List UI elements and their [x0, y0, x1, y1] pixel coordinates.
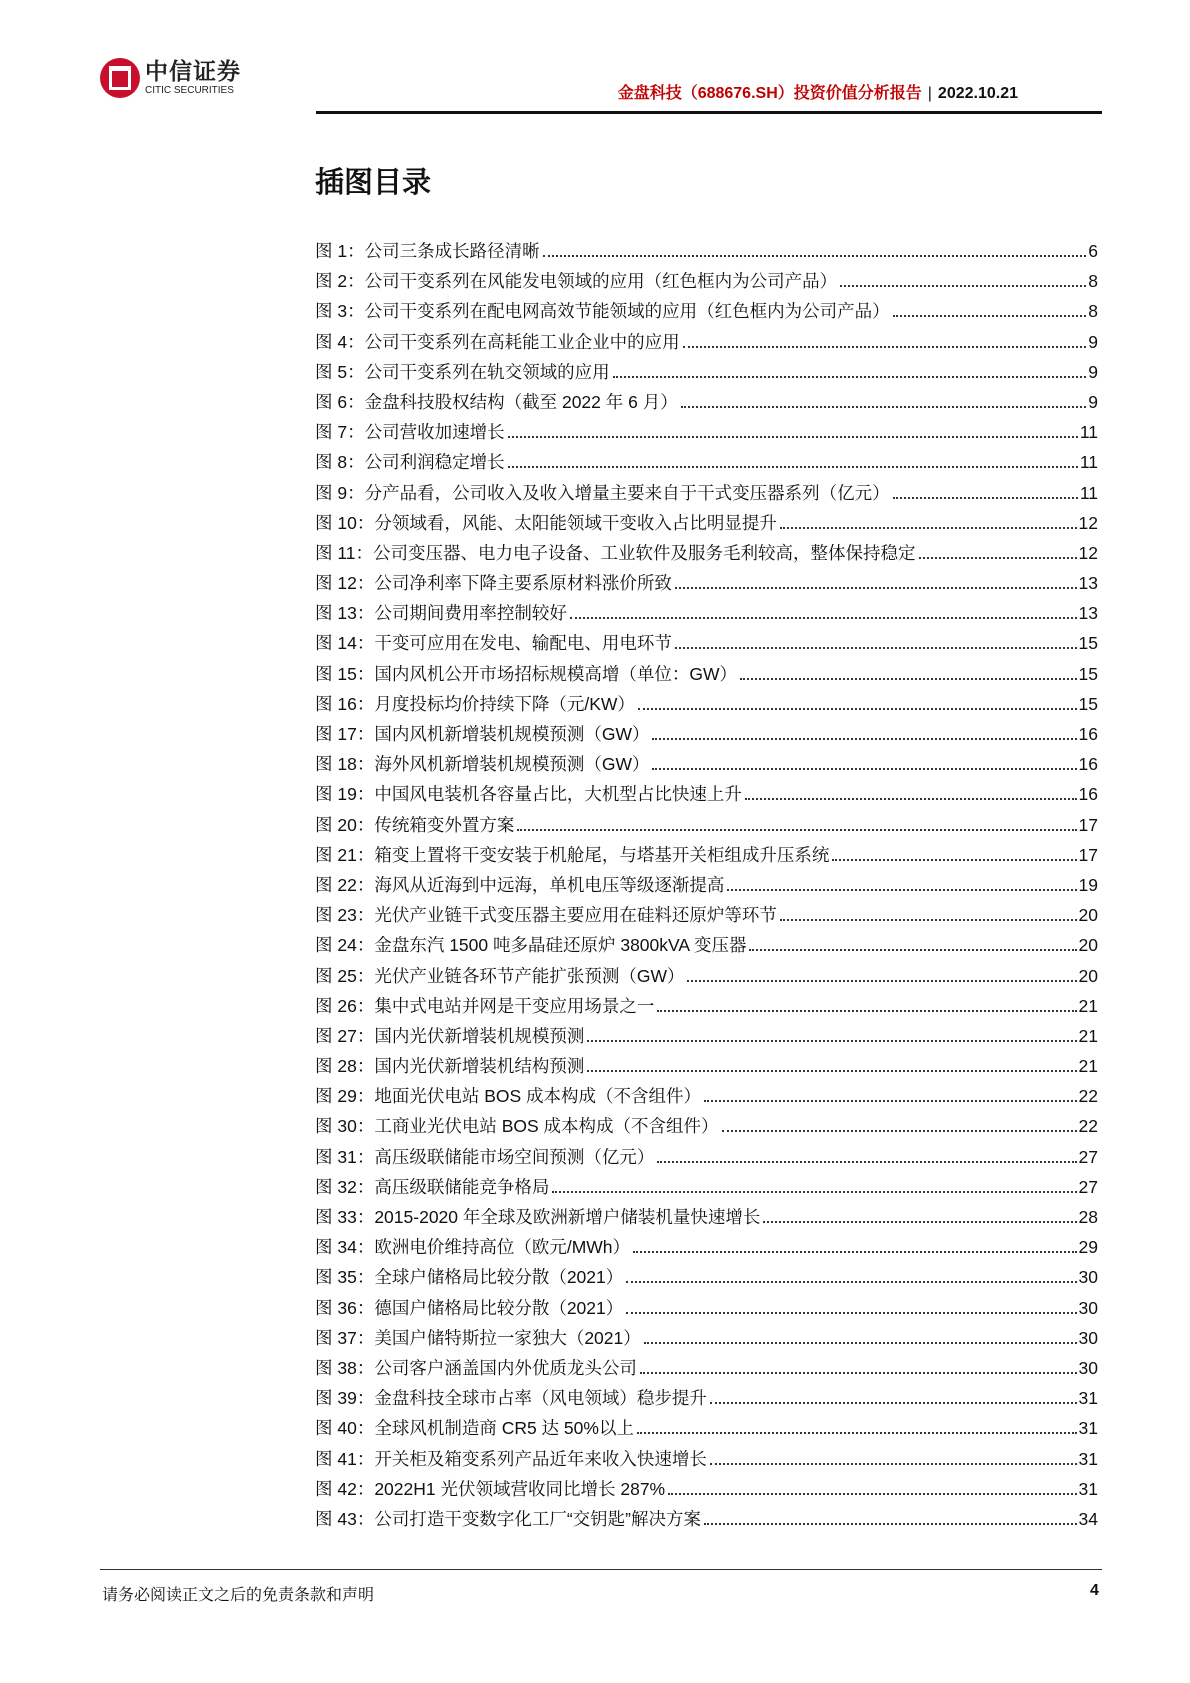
toc-entry[interactable]	[315, 1295, 1098, 1325]
toc-entry[interactable]	[315, 600, 1098, 630]
toc-entry-label: 图 13：公司期间费用率控制较好	[315, 603, 567, 624]
dot-leader	[508, 436, 1078, 438]
toc-entry-label: 图 42：2022H1 光伏领域营收同比增长 287%	[315, 1478, 666, 1499]
toc-entry-page: 27	[1078, 1176, 1098, 1197]
toc-entry-label: 图 40：全球风机制造商 CR5 达 50%以上	[315, 1418, 634, 1439]
toc-entry[interactable]	[315, 1113, 1098, 1143]
toc-entry-label: 图 39：金盘科技全球市占率（风电领域）稳步提升	[315, 1388, 707, 1409]
toc-entry[interactable]	[315, 993, 1098, 1023]
toc-entry-label: 图 11：公司变压器、电力电子设备、工业软件及服务毛利较高，整体保持稳定	[315, 542, 916, 563]
toc-entry-page: 30	[1078, 1297, 1098, 1318]
dot-leader	[749, 949, 1076, 951]
toc-entry[interactable]	[315, 1264, 1098, 1294]
toc-entry[interactable]	[315, 1234, 1098, 1264]
toc-entry-label: 图 15：国内风机公开市场招标规模高增（单位：GW）	[315, 663, 737, 684]
dot-leader	[893, 315, 1087, 317]
dot-leader	[552, 1191, 1076, 1193]
dot-leader	[722, 1130, 1077, 1132]
toc-entry[interactable]	[315, 1083, 1098, 1113]
toc-entry[interactable]	[315, 872, 1098, 902]
toc-entry[interactable]	[315, 630, 1098, 660]
figure-list	[315, 238, 1098, 1536]
toc-entry-page: 27	[1078, 1146, 1098, 1167]
toc-entry-label: 图 6：金盘科技股权结构（截至 2022 年 6 月）	[315, 391, 678, 412]
toc-entry-label: 图 1：公司三条成长路径清晰	[315, 241, 540, 261]
toc-entry[interactable]	[315, 268, 1098, 298]
toc-entry-label: 图 33：2015-2020 年全球及欧洲新增户储装机量快速增长	[315, 1207, 761, 1227]
toc-entry-page: 20	[1078, 965, 1098, 986]
toc-entry[interactable]	[315, 1325, 1098, 1355]
dot-leader	[657, 1161, 1076, 1163]
toc-entry[interactable]	[315, 329, 1098, 359]
toc-entry[interactable]	[315, 842, 1098, 872]
toc-entry[interactable]	[315, 1355, 1098, 1385]
toc-entry[interactable]	[315, 691, 1098, 721]
toc-entry-label: 图 25：光伏产业链各环节产能扩张预测（GW）	[315, 965, 685, 986]
dot-leader	[508, 466, 1078, 468]
toc-entry[interactable]	[315, 963, 1098, 993]
dot-leader	[675, 647, 1077, 649]
toc-entry-page: 30	[1078, 1327, 1098, 1348]
dot-leader	[626, 1312, 1076, 1314]
toc-entry-label: 图 34：欧洲电价维持高位（欧元/MWh）	[315, 1237, 631, 1258]
toc-entry-page: 13	[1078, 603, 1098, 624]
toc-entry-page: 29	[1078, 1237, 1098, 1258]
toc-entry-label: 图 31：高压级联储能市场空间预测（亿元）	[315, 1146, 655, 1167]
toc-entry-page: 9	[1088, 391, 1098, 412]
toc-entry[interactable]	[315, 932, 1098, 962]
toc-entry-label: 图 30：工商业光伏电站 BOS 成本构成（不含组件）	[315, 1116, 719, 1137]
toc-entry-page: 11	[1079, 422, 1098, 443]
toc-entry-label: 图 28：国内光伏新增装机结构预测	[315, 1056, 585, 1077]
dot-leader	[840, 285, 1086, 287]
toc-entry-page: 22	[1078, 1116, 1098, 1137]
dot-leader	[919, 557, 1077, 559]
toc-entry-label: 图 22：海风从近海到中远海，单机电压等级逐渐提高	[315, 874, 725, 895]
toc-entry-label: 图 20：传统箱变外置方案	[315, 814, 515, 835]
dot-leader	[652, 738, 1076, 740]
citic-logo	[100, 58, 241, 98]
dot-leader	[587, 1070, 1076, 1072]
toc-entry-label: 图 37：美国户储特斯拉一家独大（2021）	[315, 1327, 641, 1348]
dot-leader	[704, 1523, 1077, 1525]
toc-entry-label: 图 17：国内风机新增装机规模预测（GW）	[315, 724, 650, 744]
toc-entry-page: 15	[1078, 693, 1098, 714]
dot-leader	[570, 617, 1077, 619]
toc-entry-page: 21	[1078, 1056, 1098, 1077]
dot-leader	[638, 708, 1077, 710]
toc-entry[interactable]	[315, 812, 1098, 842]
header-rule	[316, 111, 1102, 114]
dot-leader	[517, 829, 1076, 831]
toc-entry-page: 16	[1078, 784, 1098, 805]
toc-entry[interactable]	[315, 238, 1098, 268]
toc-entry-page: 31	[1078, 1388, 1098, 1409]
toc-entry-page: 21	[1078, 1025, 1098, 1046]
toc-entry[interactable]	[315, 781, 1098, 811]
dot-leader	[681, 406, 1087, 408]
toc-entry-label: 图 12：公司净利率下降主要系原材料涨价所致	[315, 573, 672, 594]
header-separator: |	[927, 85, 932, 102]
toc-entry[interactable]	[315, 661, 1098, 691]
toc-entry[interactable]	[315, 359, 1098, 389]
dot-leader	[675, 587, 1077, 589]
page-title: 插图目录	[315, 167, 432, 199]
toc-entry-page: 16	[1078, 754, 1098, 775]
report-title: 金盘科技（688676.SH）投资价值分析报告	[617, 85, 922, 102]
toc-entry[interactable]	[315, 298, 1098, 328]
toc-entry[interactable]	[315, 540, 1098, 570]
dot-leader	[626, 1281, 1076, 1283]
toc-entry-page: 9	[1088, 331, 1098, 352]
dot-leader	[613, 376, 1087, 378]
toc-entry[interactable]	[315, 1204, 1098, 1234]
toc-entry-label: 图 7：公司营收加速增长	[315, 422, 505, 443]
dot-leader	[780, 919, 1077, 921]
toc-entry-page: 11	[1079, 482, 1098, 503]
toc-entry[interactable]	[315, 1415, 1098, 1445]
toc-entry-page: 15	[1078, 663, 1098, 684]
toc-entry[interactable]	[315, 1385, 1098, 1415]
dot-leader	[637, 1432, 1077, 1434]
toc-entry-label: 图 8：公司利润稳定增长	[315, 452, 505, 473]
dot-leader	[745, 798, 1077, 800]
toc-entry-page: 22	[1078, 1086, 1098, 1107]
dot-leader	[893, 497, 1078, 499]
footer-rule	[100, 1569, 1102, 1570]
footer-disclaimer: 请务必阅读正文之后的免责条款和声明	[102, 1587, 375, 1604]
toc-entry-label: 图 41：开关柜及箱变系列产品近年来收入快速增长	[315, 1448, 707, 1469]
dot-leader	[763, 1221, 1076, 1223]
toc-entry-label: 图 29：地面光伏电站 BOS 成本构成（不含组件）	[315, 1086, 702, 1107]
dot-leader	[587, 1040, 1076, 1042]
toc-entry-page: 20	[1078, 935, 1098, 956]
toc-entry-label: 图 19：中国风电装机各容量占比，大机型占比快速上升	[315, 784, 742, 805]
dot-leader	[832, 859, 1076, 861]
toc-entry[interactable]	[315, 570, 1098, 600]
toc-entry[interactable]	[315, 1053, 1098, 1083]
toc-entry-label: 图 18：海外风机新增装机规模预测（GW）	[315, 754, 650, 775]
toc-entry[interactable]	[315, 480, 1098, 510]
dot-leader	[652, 768, 1076, 770]
toc-entry-page: 12	[1078, 512, 1098, 533]
dot-leader	[633, 1251, 1077, 1253]
toc-entry-page: 31	[1078, 1478, 1098, 1499]
toc-entry-page: 13	[1078, 573, 1098, 594]
toc-entry-label: 图 3：公司干变系列在配电网高效节能领域的应用（红色框内为公司产品）	[315, 301, 890, 322]
toc-entry[interactable]	[315, 389, 1098, 419]
toc-entry[interactable]	[315, 1023, 1098, 1053]
toc-entry-label: 图 36：德国户储格局比较分散（2021）	[315, 1297, 624, 1318]
toc-entry-page: 34	[1078, 1508, 1098, 1529]
toc-entry-page: 17	[1078, 844, 1098, 865]
dot-leader	[687, 980, 1076, 982]
toc-entry[interactable]	[315, 1446, 1098, 1476]
toc-entry-page: 28	[1078, 1207, 1098, 1227]
dot-leader	[668, 1493, 1076, 1495]
toc-entry[interactable]	[315, 902, 1098, 932]
toc-entry-label: 图 21：箱变上置将干变安装于机舱尾，与塔基开关柜组成升压系统	[315, 844, 830, 865]
toc-entry-page: 30	[1078, 1267, 1098, 1288]
toc-entry-label: 图 9：分产品看，公司收入及收入增量主要来自于干式变压器系列（亿元）	[315, 482, 890, 503]
toc-entry-label: 图 35：全球户储格局比较分散（2021）	[315, 1267, 624, 1288]
dot-leader	[683, 346, 1087, 348]
dot-leader	[727, 889, 1076, 891]
citic-logo-icon	[100, 58, 140, 98]
toc-entry-page: 17	[1078, 814, 1098, 835]
dot-leader	[710, 1463, 1077, 1465]
toc-entry-label: 图 27：国内光伏新增装机规模预测	[315, 1025, 585, 1046]
toc-entry-label: 图 38：公司客户涵盖国内外优质龙头公司	[315, 1357, 637, 1378]
toc-entry[interactable]	[315, 751, 1098, 781]
dot-leader	[740, 678, 1077, 680]
toc-entry-label: 图 24：金盘东汽 1500 吨多晶硅还原炉 3800kVA 变压器	[315, 935, 747, 956]
toc-entry-label: 图 4：公司干变系列在高耗能工业企业中的应用	[315, 331, 680, 352]
toc-entry-label: 图 26：集中式电站并网是干变应用场景之一	[315, 995, 655, 1016]
running-header	[618, 80, 1018, 103]
toc-entry[interactable]	[315, 419, 1098, 449]
toc-entry[interactable]	[315, 1506, 1098, 1536]
toc-entry-page: 8	[1088, 271, 1098, 292]
toc-entry-page: 11	[1079, 452, 1098, 473]
page-number: 4	[1090, 1582, 1099, 1599]
dot-leader	[710, 1402, 1077, 1404]
toc-entry[interactable]	[315, 449, 1098, 479]
toc-entry-page: 9	[1088, 361, 1098, 382]
dot-leader	[644, 1342, 1077, 1344]
toc-entry[interactable]	[315, 1144, 1098, 1174]
toc-entry-label: 图 23：光伏产业链干式变压器主要应用在硅料还原炉等环节	[315, 905, 777, 926]
toc-entry[interactable]	[315, 510, 1098, 540]
toc-entry-page: 30	[1078, 1357, 1098, 1378]
toc-entry-page: 16	[1078, 724, 1098, 744]
logo-english: CITIC SECURITIES	[145, 85, 234, 96]
toc-entry-label: 图 32：高压级联储能竞争格局	[315, 1176, 550, 1197]
toc-entry-label: 图 16：月度投标均价持续下降（元/KW）	[315, 693, 635, 714]
toc-entry-label: 图 43：公司打造干变数字化工厂“交钥匙”解决方案	[315, 1508, 701, 1529]
toc-entry-label: 图 14：干变可应用在发电、输配电、用电环节	[315, 633, 672, 654]
dot-leader	[704, 1100, 1077, 1102]
toc-entry-page: 6	[1088, 241, 1098, 261]
toc-entry[interactable]	[315, 1476, 1098, 1506]
dot-leader	[780, 527, 1077, 529]
toc-entry[interactable]	[315, 1174, 1098, 1204]
toc-entry-label: 图 5：公司干变系列在轨交领域的应用	[315, 361, 610, 382]
toc-entry-page: 31	[1078, 1448, 1098, 1469]
toc-entry-page: 20	[1078, 905, 1098, 926]
dot-leader	[640, 1372, 1077, 1374]
toc-entry-page: 19	[1078, 874, 1098, 895]
toc-entry-page: 31	[1078, 1418, 1098, 1439]
dot-leader	[543, 255, 1087, 257]
toc-entry-page: 12	[1078, 542, 1098, 563]
toc-entry-label: 图 10：分领域看，风能、太阳能领域干变收入占比明显提升	[315, 512, 777, 533]
report-date: 2022.10.21	[937, 85, 1018, 102]
dot-leader	[657, 1010, 1076, 1012]
toc-entry-page: 15	[1078, 633, 1098, 654]
logo-chinese: 中信证券	[145, 58, 241, 84]
toc-entry-page: 8	[1088, 301, 1098, 322]
toc-entry[interactable]	[315, 721, 1098, 751]
toc-entry-label: 图 2：公司干变系列在风能发电领域的应用（红色框内为公司产品）	[315, 271, 838, 292]
toc-entry-page: 21	[1078, 995, 1098, 1016]
